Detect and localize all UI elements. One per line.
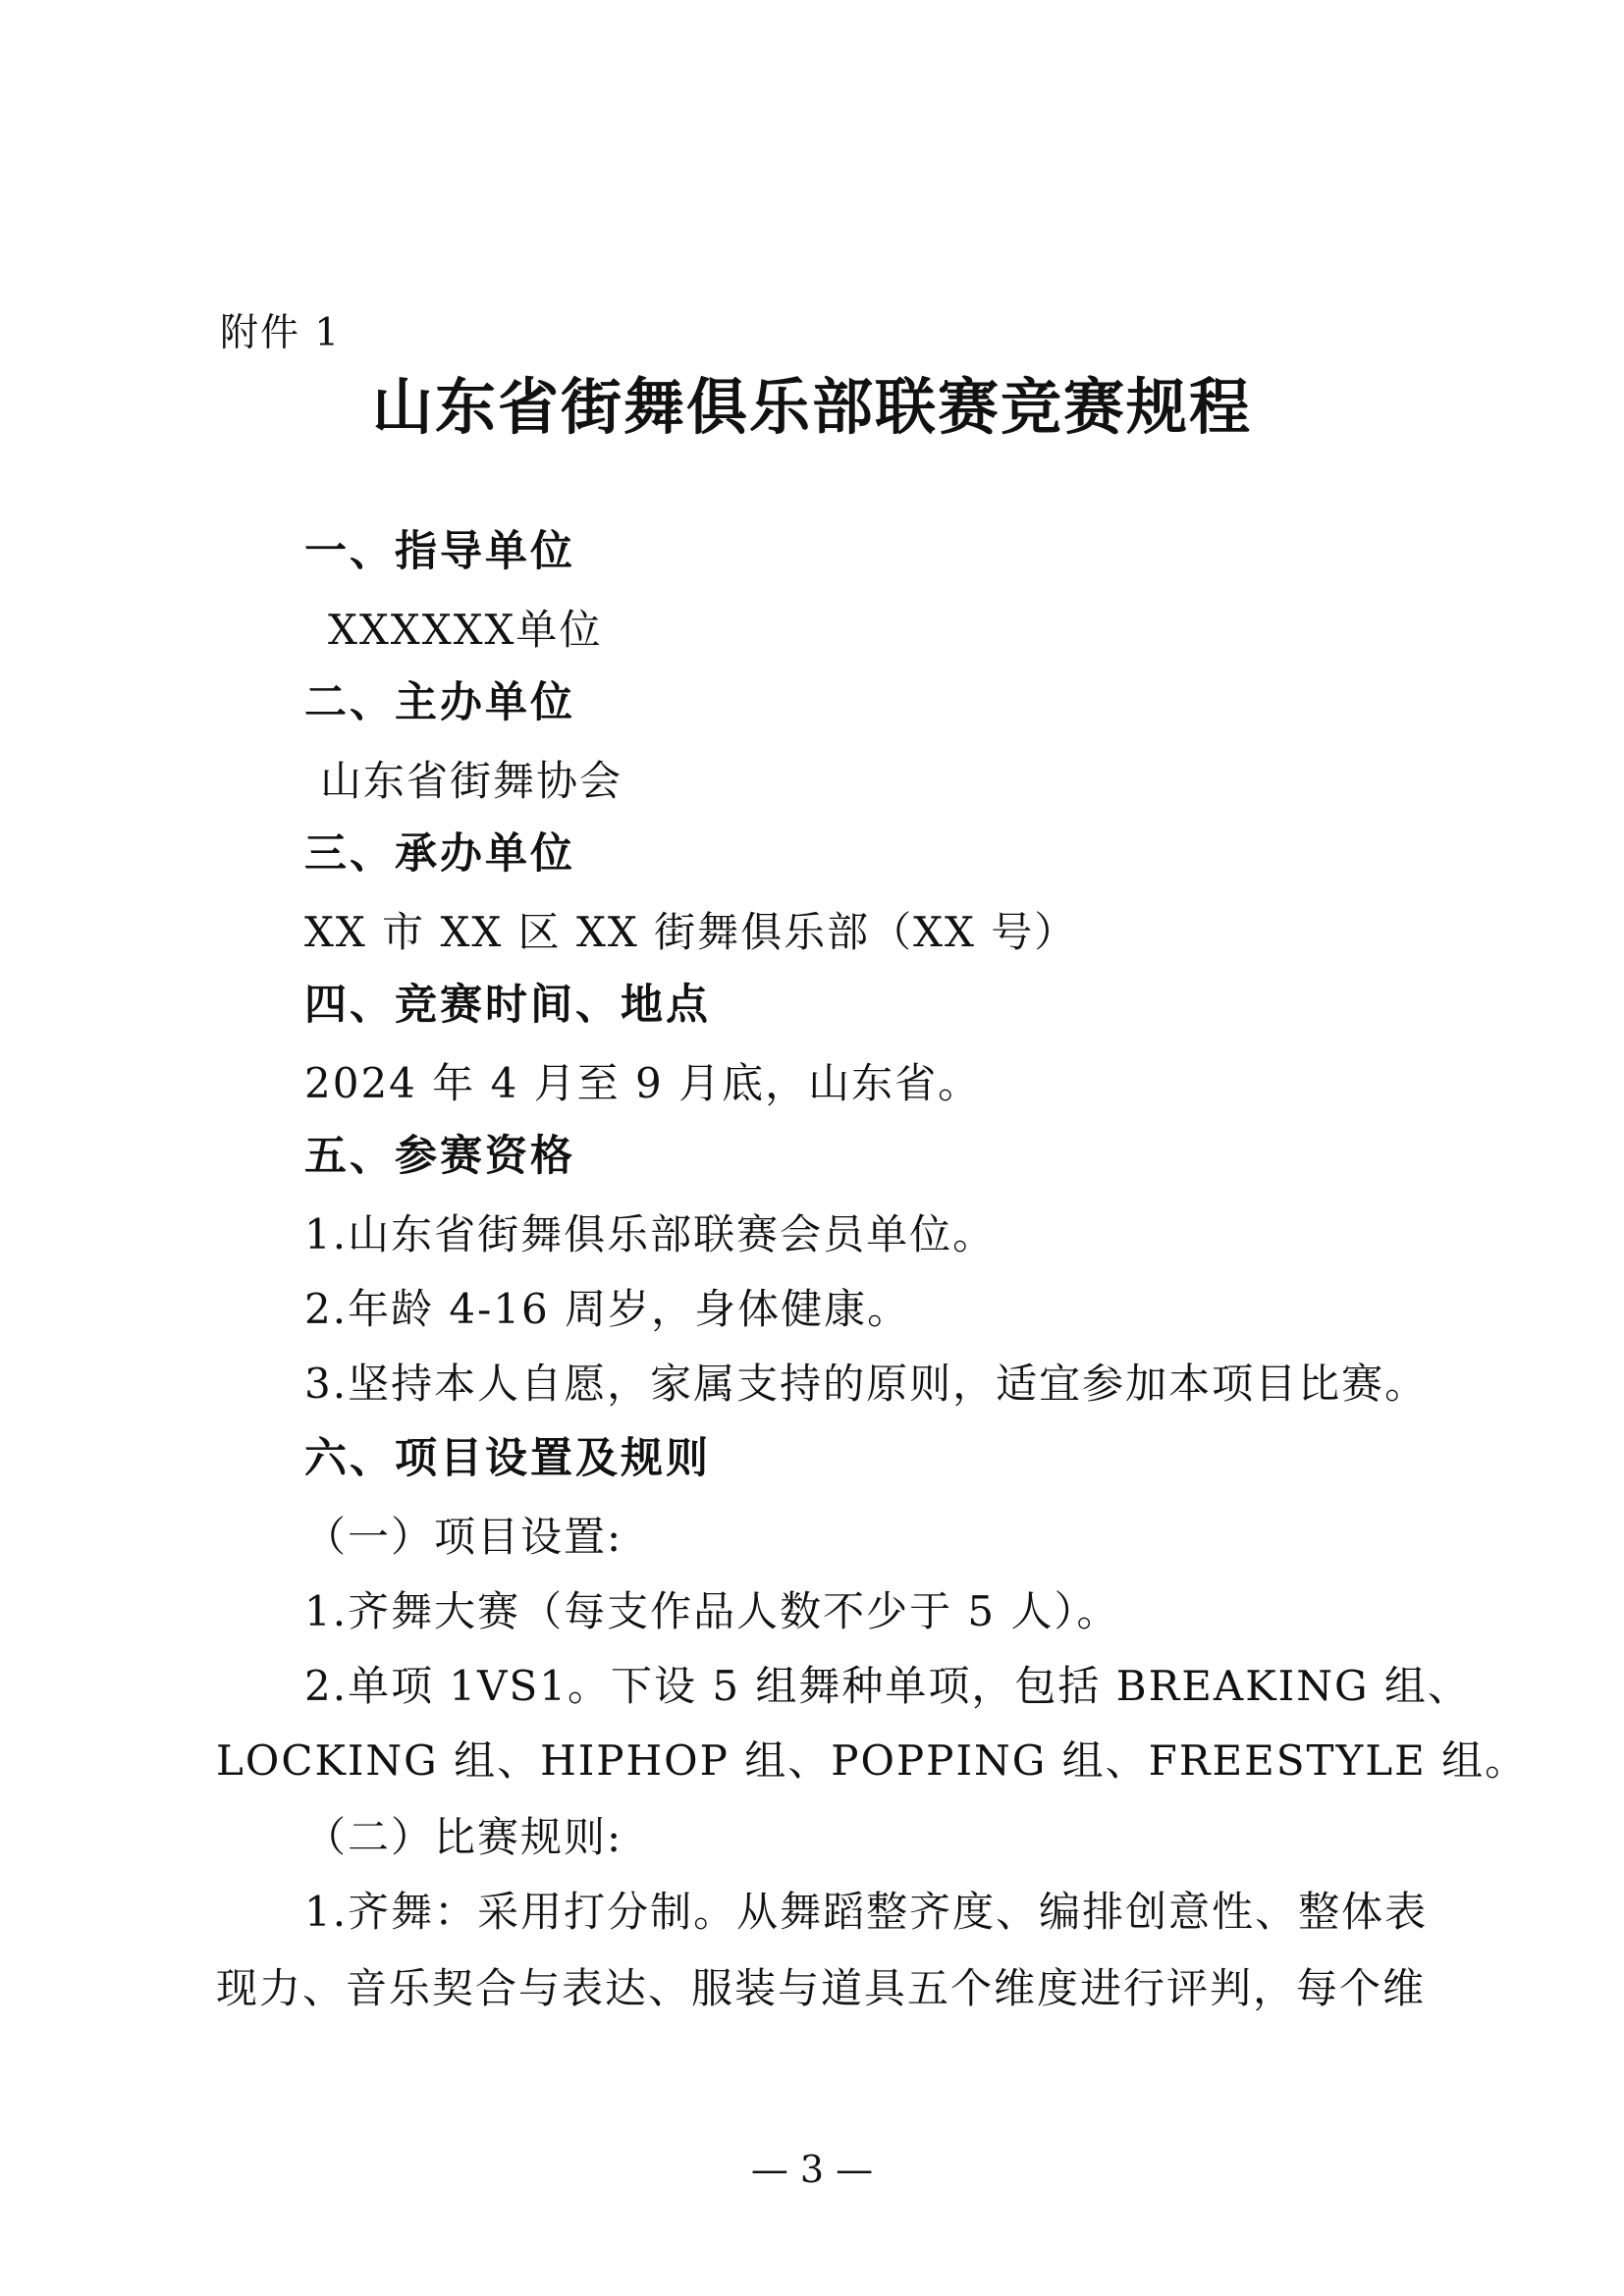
section-3-heading: 三、承办单位 — [304, 829, 575, 879]
rule-item: 1.齐舞：采用打分制。从舞蹈整齐度、编排创意性、整体表 — [304, 1888, 1429, 1936]
eligibility-item: 1.山东省街舞俱乐部联赛会员单位。 — [304, 1210, 997, 1258]
event-item-continuation: LOCKING 组、HIPHOP 组、POPPING 组、FREESTYLE 组。 — [216, 1736, 1529, 1785]
eligibility-item: 3.坚持本人自愿，家属支持的原则，适宜参加本项目比赛。 — [304, 1360, 1429, 1408]
section-2-body: 山东省街舞协会 — [320, 757, 623, 805]
section-4-heading: 四、竞赛时间、地点 — [304, 981, 711, 1030]
document-title: 山东省街舞俱乐部联赛竞赛规程 — [371, 371, 1252, 443]
section-6-heading: 六、项目设置及规则 — [304, 1434, 711, 1483]
event-item: 1.齐舞大赛（每支作品人数不少于 5 人）。 — [304, 1587, 1120, 1635]
rule-item-continuation: 现力、音乐契合与表达、服装与道具五个维度进行评判，每个维 — [216, 1964, 1427, 2012]
page-number: — 3 — — [750, 2148, 874, 2191]
attachment-label: 附件 1 — [220, 311, 342, 355]
section-1-heading: 一、指导单位 — [304, 527, 575, 576]
subsection-heading: （二）比赛规则: — [304, 1813, 623, 1861]
section-1-body: XXXXXX单位 — [328, 606, 603, 654]
section-2-heading: 二、主办单位 — [304, 678, 575, 727]
subsection-heading: （一）项目设置: — [304, 1513, 623, 1561]
section-3-body: XX 市 XX 区 XX 街舞俱乐部（XX 号） — [304, 908, 1078, 956]
eligibility-item: 2.年龄 4-16 周岁，身体健康。 — [304, 1285, 911, 1333]
event-item: 2.单项 1VS1。下设 5 组舞种单项，包括 BREAKING 组、 — [304, 1662, 1471, 1710]
section-4-body: 2024 年 4 月至 9 月底，山东省。 — [304, 1059, 982, 1107]
section-5-heading: 五、参赛资格 — [304, 1132, 575, 1181]
